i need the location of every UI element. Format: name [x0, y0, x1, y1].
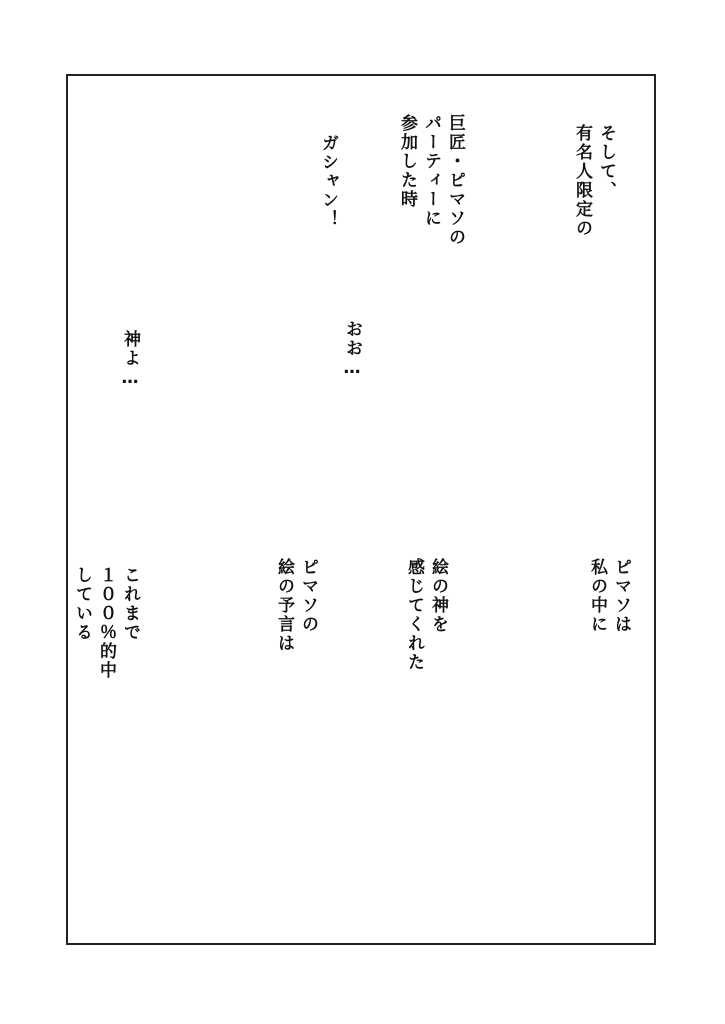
text-balloon-5	[118, 330, 142, 390]
text-balloon-7	[402, 558, 450, 672]
text-line: 絵の神を	[428, 558, 448, 634]
text-line: 参加した時	[397, 114, 417, 209]
text-balloon-1	[570, 124, 618, 238]
text-balloon-6	[585, 558, 633, 634]
text-balloon-9	[70, 566, 142, 680]
text-line: ガシャン！	[318, 134, 338, 229]
text-sfx-crash	[316, 134, 340, 229]
text-line: おお…	[342, 320, 362, 380]
text-balloon-4	[340, 320, 364, 380]
text-line: 絵の予言は	[274, 558, 294, 653]
text-balloon-8	[272, 558, 320, 653]
text-line: これまで	[120, 566, 140, 642]
text-line: ピマソの	[298, 558, 318, 634]
text-line: 有名人限定の	[572, 124, 592, 238]
manga-page-frame	[66, 74, 656, 945]
text-line: ピマソは	[611, 558, 631, 634]
text-line: 感じてくれた	[404, 558, 424, 672]
text-line: 巨匠・ピマソの	[445, 114, 465, 247]
text-line: そして、	[596, 124, 616, 200]
text-balloon-2	[395, 114, 467, 247]
text-line: １００％的中	[96, 566, 116, 680]
text-line: パーティーに	[421, 114, 441, 228]
text-line: している	[72, 566, 92, 642]
text-line: 神よ…	[120, 330, 140, 390]
text-line: 私の中に	[587, 558, 607, 634]
